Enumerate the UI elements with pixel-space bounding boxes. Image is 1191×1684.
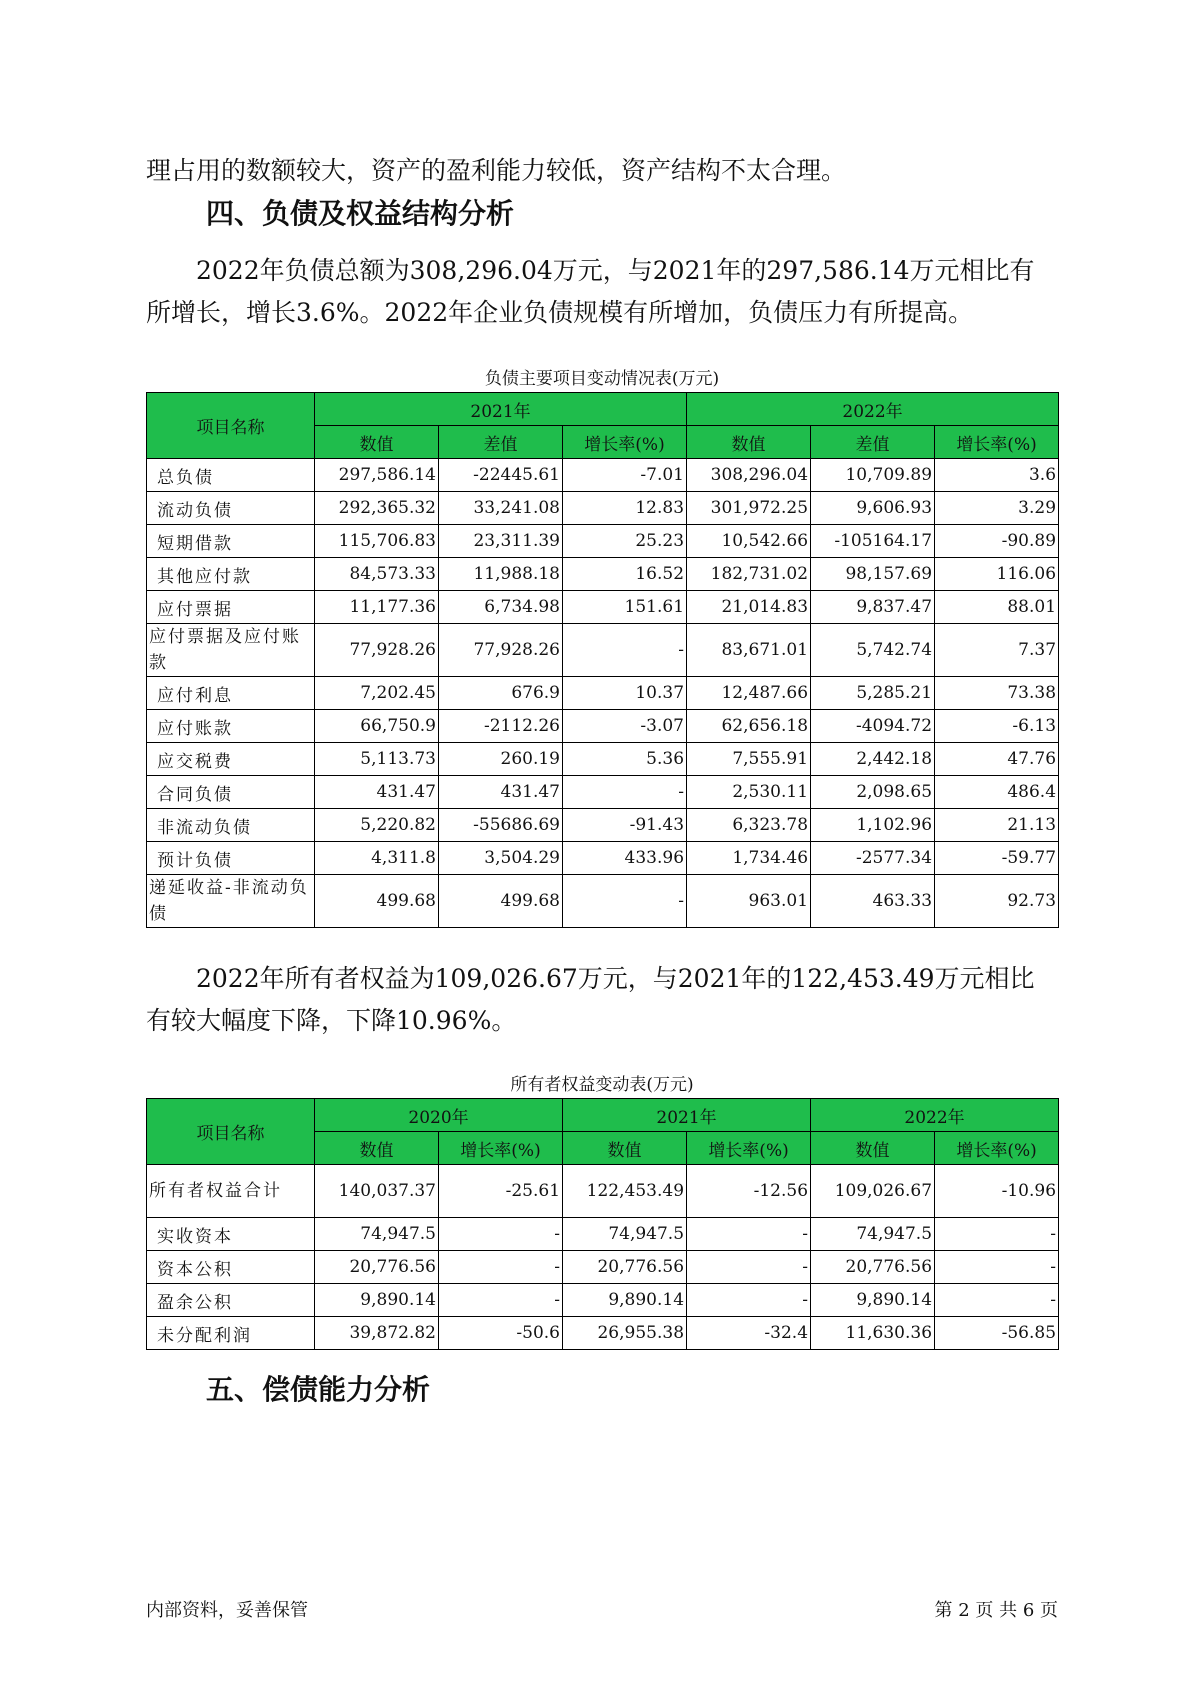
sub-header: 数值 xyxy=(563,1132,687,1165)
row-label: 应付票据及应付账款 xyxy=(147,624,315,677)
table-cell: - xyxy=(439,1251,563,1284)
table-cell: -12.56 xyxy=(687,1165,811,1218)
table-cell: 92.73 xyxy=(935,875,1059,928)
table-cell: 20,776.56 xyxy=(811,1251,935,1284)
table-row xyxy=(147,776,1059,809)
table-cell: 7,202.45 xyxy=(315,677,439,710)
sub-header: 数值 xyxy=(315,426,439,459)
table-cell: 16.52 xyxy=(563,558,687,591)
equity-table-caption: 所有者权益变动表(万元) xyxy=(510,1075,694,1095)
row-label: 应付票据 xyxy=(147,591,315,624)
table-cell: 486.4 xyxy=(935,776,1059,809)
table-cell: 23,311.39 xyxy=(439,525,563,558)
table-cell: 74,947.5 xyxy=(811,1218,935,1251)
table-cell: -105164.17 xyxy=(811,525,935,558)
table-cell: 115,706.83 xyxy=(315,525,439,558)
row-label: 盈余公积 xyxy=(147,1284,315,1317)
section4-heading: 四、负债及权益结构分析 xyxy=(206,197,515,230)
table-cell: -32.4 xyxy=(687,1317,811,1350)
table-cell: 140,037.37 xyxy=(315,1165,439,1218)
table-cell: 3,504.29 xyxy=(439,842,563,875)
row-label: 预计负债 xyxy=(147,842,315,875)
table-cell: -3.07 xyxy=(563,710,687,743)
row-label: 总负债 xyxy=(147,459,315,492)
table-cell: 21.13 xyxy=(935,809,1059,842)
table-cell: 5.36 xyxy=(563,743,687,776)
sub-header: 增长率(%) xyxy=(439,1132,563,1165)
table-cell: 11,177.36 xyxy=(315,591,439,624)
table-cell: 308,296.04 xyxy=(687,459,811,492)
table-cell: - xyxy=(687,1284,811,1317)
table-cell: 297,586.14 xyxy=(315,459,439,492)
table-cell: 7.37 xyxy=(935,624,1059,677)
table-row xyxy=(147,525,1059,558)
intro-continuation: 理占用的数额较大，资产的盈利能力较低，资产结构不太合理。 xyxy=(146,156,847,185)
table-cell: 11,988.18 xyxy=(439,558,563,591)
row-label: 实收资本 xyxy=(147,1218,315,1251)
table-cell: 74,947.5 xyxy=(563,1218,687,1251)
table-cell: 33,241.08 xyxy=(439,492,563,525)
table-cell: 676.9 xyxy=(439,677,563,710)
table-cell: 73.38 xyxy=(935,677,1059,710)
footer-page-number: 第 2 页 共 6 页 xyxy=(934,1600,1058,1621)
table-cell: 499.68 xyxy=(315,875,439,928)
sub-header: 增长率(%) xyxy=(687,1132,811,1165)
table-row xyxy=(147,624,1059,677)
row-label: 流动负债 xyxy=(147,492,315,525)
table-row xyxy=(147,842,1059,875)
table-cell: 7,555.91 xyxy=(687,743,811,776)
year-header: 2022年 xyxy=(811,1099,1059,1132)
table-row xyxy=(147,1218,1059,1251)
table-cell: 5,113.73 xyxy=(315,743,439,776)
liabilities-summary-paragraph: 2022年负债总额为308,296.04万元，与2021年的297,586.14万元相比有所增长，增长3.6%。2022年企业负债规模有所增加，负债压力有所提高。 xyxy=(146,256,1035,327)
table-cell: - xyxy=(935,1251,1059,1284)
table-cell: 1,102.96 xyxy=(811,809,935,842)
row-label: 所有者权益合计 xyxy=(147,1165,315,1218)
table-cell: 499.68 xyxy=(439,875,563,928)
table-cell: 20,776.56 xyxy=(315,1251,439,1284)
equity-summary-paragraph: 2022年所有者权益为109,026.67万元，与2021年的122,453.49万元相比有较大幅度下降，下降10.96%。 xyxy=(146,964,1035,1035)
table-cell: 21,014.83 xyxy=(687,591,811,624)
table-cell: -10.96 xyxy=(935,1165,1059,1218)
table-cell: 6,323.78 xyxy=(687,809,811,842)
row-label: 合同负债 xyxy=(147,776,315,809)
table-cell: 98,157.69 xyxy=(811,558,935,591)
sub-header: 增长率(%) xyxy=(935,1132,1059,1165)
row-label: 其他应付款 xyxy=(147,558,315,591)
table-cell: 62,656.18 xyxy=(687,710,811,743)
row-label: 资本公积 xyxy=(147,1251,315,1284)
table-cell: 122,453.49 xyxy=(563,1165,687,1218)
sub-header: 增长率(%) xyxy=(563,426,687,459)
table-cell: 10.37 xyxy=(563,677,687,710)
table-cell: -56.85 xyxy=(935,1317,1059,1350)
table-cell: 3.6 xyxy=(935,459,1059,492)
table-cell: 12,487.66 xyxy=(687,677,811,710)
liabilities-table xyxy=(146,392,1059,928)
table-row xyxy=(147,1165,1059,1218)
table-row xyxy=(147,558,1059,591)
table-cell: 77,928.26 xyxy=(439,624,563,677)
table-cell: -22445.61 xyxy=(439,459,563,492)
table-cell: -59.77 xyxy=(935,842,1059,875)
table-row xyxy=(147,591,1059,624)
table-cell: 88.01 xyxy=(935,591,1059,624)
table-cell: 5,220.82 xyxy=(315,809,439,842)
footer-confidential-note: 内部资料，妥善保管 xyxy=(146,1600,308,1621)
row-label: 应付账款 xyxy=(147,710,315,743)
table-cell: 11,630.36 xyxy=(811,1317,935,1350)
row-label: 递延收益-非流动负债 xyxy=(147,875,315,928)
table-cell: 1,734.46 xyxy=(687,842,811,875)
table-cell: 9,837.47 xyxy=(811,591,935,624)
table-cell: 84,573.33 xyxy=(315,558,439,591)
row-label: 短期借款 xyxy=(147,525,315,558)
table-row xyxy=(147,492,1059,525)
table-cell: - xyxy=(935,1284,1059,1317)
table-cell: 9,890.14 xyxy=(811,1284,935,1317)
table-cell: 10,542.66 xyxy=(687,525,811,558)
table-cell: 39,872.82 xyxy=(315,1317,439,1350)
table-row xyxy=(147,1317,1059,1350)
table-cell: 26,955.38 xyxy=(563,1317,687,1350)
table-cell: 9,890.14 xyxy=(315,1284,439,1317)
table-cell: 25.23 xyxy=(563,525,687,558)
table-cell: -6.13 xyxy=(935,710,1059,743)
table-row xyxy=(147,459,1059,492)
section5-heading: 五、偿债能力分析 xyxy=(206,1373,431,1406)
table-row xyxy=(147,875,1059,928)
row-label: 应付利息 xyxy=(147,677,315,710)
table-cell: 963.01 xyxy=(687,875,811,928)
sub-header: 数值 xyxy=(811,1132,935,1165)
table-cell: 47.76 xyxy=(935,743,1059,776)
table-row xyxy=(147,710,1059,743)
sub-header: 增长率(%) xyxy=(935,426,1059,459)
table-cell: 292,365.32 xyxy=(315,492,439,525)
year-header: 2021年 xyxy=(563,1099,811,1132)
table-cell: 9,890.14 xyxy=(563,1284,687,1317)
sub-header: 数值 xyxy=(687,426,811,459)
table-cell: 2,530.11 xyxy=(687,776,811,809)
table-cell: - xyxy=(563,624,687,677)
table-cell: 463.33 xyxy=(811,875,935,928)
table-cell: 4,311.8 xyxy=(315,842,439,875)
table-cell: - xyxy=(687,1251,811,1284)
table-cell: 151.61 xyxy=(563,591,687,624)
year-header: 2020年 xyxy=(315,1099,563,1132)
name-column-header: 项目名称 xyxy=(147,393,315,459)
table-cell: 3.29 xyxy=(935,492,1059,525)
table-cell: 433.96 xyxy=(563,842,687,875)
table-cell: 10,709.89 xyxy=(811,459,935,492)
table-cell: 20,776.56 xyxy=(563,1251,687,1284)
row-label: 非流动负债 xyxy=(147,809,315,842)
table-cell: 116.06 xyxy=(935,558,1059,591)
row-label: 应交税费 xyxy=(147,743,315,776)
table-cell: 5,742.74 xyxy=(811,624,935,677)
year-header: 2022年 xyxy=(687,393,1059,426)
table-row xyxy=(147,677,1059,710)
table-cell: -25.61 xyxy=(439,1165,563,1218)
table-cell: 74,947.5 xyxy=(315,1218,439,1251)
table-row xyxy=(147,1251,1059,1284)
table-row xyxy=(147,743,1059,776)
table-cell: -2577.34 xyxy=(811,842,935,875)
equity-table xyxy=(146,1098,1059,1350)
table-cell: - xyxy=(687,1218,811,1251)
table-cell: -4094.72 xyxy=(811,710,935,743)
table-cell: 182,731.02 xyxy=(687,558,811,591)
table-cell: - xyxy=(563,875,687,928)
table-cell: 431.47 xyxy=(315,776,439,809)
year-header: 2021年 xyxy=(315,393,687,426)
name-column-header: 项目名称 xyxy=(147,1099,315,1165)
table-cell: -55686.69 xyxy=(439,809,563,842)
table-cell: 9,606.93 xyxy=(811,492,935,525)
table-cell: 6,734.98 xyxy=(439,591,563,624)
table-cell: -2112.26 xyxy=(439,710,563,743)
table-cell: - xyxy=(439,1218,563,1251)
table-cell: 77,928.26 xyxy=(315,624,439,677)
table-cell: 5,285.21 xyxy=(811,677,935,710)
table-cell: -50.6 xyxy=(439,1317,563,1350)
liabilities-table-body xyxy=(147,459,1059,928)
table-cell: 83,671.01 xyxy=(687,624,811,677)
table-cell: -91.43 xyxy=(563,809,687,842)
table-cell: - xyxy=(563,776,687,809)
table-cell: 2,098.65 xyxy=(811,776,935,809)
table-cell: 301,972.25 xyxy=(687,492,811,525)
table-cell: 12.83 xyxy=(563,492,687,525)
table-cell: 431.47 xyxy=(439,776,563,809)
table-cell: - xyxy=(439,1284,563,1317)
table-cell: -7.01 xyxy=(563,459,687,492)
table-cell: 109,026.67 xyxy=(811,1165,935,1218)
table-row xyxy=(147,1284,1059,1317)
equity-table-body xyxy=(147,1165,1059,1350)
table-row xyxy=(147,809,1059,842)
liabilities-table-caption: 负债主要项目变动情况表(万元) xyxy=(484,369,720,389)
table-cell: -90.89 xyxy=(935,525,1059,558)
table-cell: - xyxy=(935,1218,1059,1251)
table-cell: 66,750.9 xyxy=(315,710,439,743)
sub-header: 差值 xyxy=(811,426,935,459)
table-cell: 260.19 xyxy=(439,743,563,776)
sub-header: 数值 xyxy=(315,1132,439,1165)
table-cell: 2,442.18 xyxy=(811,743,935,776)
row-label: 未分配利润 xyxy=(147,1317,315,1350)
sub-header: 差值 xyxy=(439,426,563,459)
